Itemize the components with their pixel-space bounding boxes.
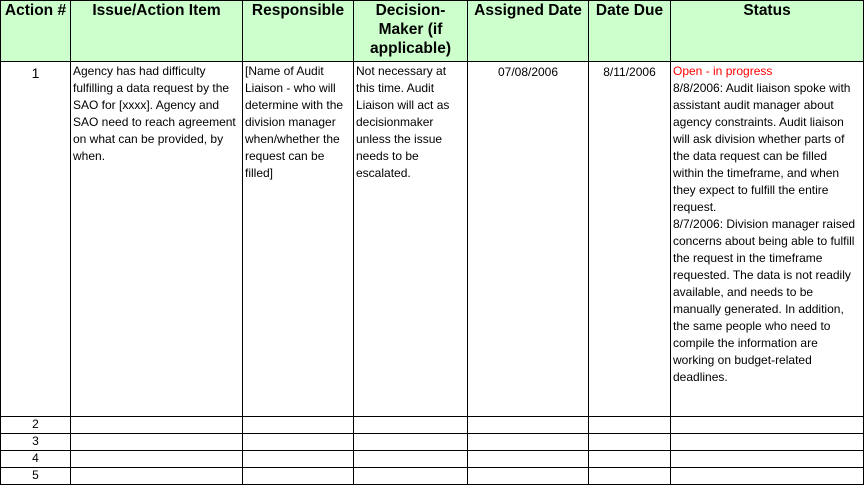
table-row bbox=[1, 417, 864, 434]
status-update: 8/7/2006: Division manager raised concerns about being able to fulfill the request in the timeframe requested. The data is not readily available, and needs to be manually generated. In addition, the same people who need to compile the information are working on budget-related deadlines. bbox=[673, 217, 856, 384]
action-number-cell[interactable]: 1 bbox=[1, 62, 71, 417]
decision-maker-cell[interactable] bbox=[354, 468, 468, 485]
action-number-cell[interactable]: 5 bbox=[1, 468, 71, 485]
action-number-cell[interactable]: 4 bbox=[1, 451, 71, 468]
issue-cell[interactable] bbox=[71, 451, 243, 468]
header-decision-maker: Decision-Maker (if applicable) bbox=[354, 1, 468, 62]
responsible-cell[interactable] bbox=[243, 451, 354, 468]
responsible-cell[interactable]: [Name of Audit Liaison - who will determine with the division manager when/whether the request can be filled] bbox=[243, 62, 354, 417]
decision-maker-cell[interactable] bbox=[354, 434, 468, 451]
status-cell[interactable] bbox=[671, 451, 864, 468]
header-row bbox=[1, 1, 864, 62]
status-state: Open - in progress bbox=[673, 64, 773, 78]
assigned-date-cell[interactable] bbox=[468, 468, 589, 485]
issue-cell[interactable]: Agency has had difficulty fulfilling a data request by the SAO for [xxxx]. Agency and SAO need to reach agreement on what can be provided, by when. bbox=[71, 62, 243, 417]
date-due-cell[interactable] bbox=[589, 417, 671, 434]
date-due-cell[interactable]: 8/11/2006 bbox=[589, 62, 671, 417]
table-row bbox=[1, 468, 864, 485]
date-due-cell[interactable] bbox=[589, 434, 671, 451]
issue-cell[interactable] bbox=[71, 417, 243, 434]
decision-maker-cell[interactable] bbox=[354, 451, 468, 468]
date-due-cell[interactable] bbox=[589, 451, 671, 468]
status-cell[interactable] bbox=[671, 417, 864, 434]
table-row bbox=[1, 451, 864, 468]
table-row bbox=[1, 62, 864, 417]
responsible-cell[interactable] bbox=[243, 468, 354, 485]
header-assigned-date: Assigned Date bbox=[468, 1, 589, 62]
issue-cell[interactable] bbox=[71, 468, 243, 485]
header-status: Status bbox=[671, 1, 864, 62]
action-number-cell[interactable]: 3 bbox=[1, 434, 71, 451]
assigned-date-cell[interactable] bbox=[468, 417, 589, 434]
action-number-cell[interactable]: 2 bbox=[1, 417, 71, 434]
decision-maker-cell[interactable]: Not necessary at this time. Audit Liaison will act as decisionmaker unless the issue needs to be escalated. bbox=[354, 62, 468, 417]
status-update: 8/8/2006: Audit liaison spoke with assistant audit manager about agency constraints. Audit liaison will ask division whether parts of the data request can be filled within the timeframe, and when they expect to fulfill the entire request. bbox=[673, 81, 851, 214]
assigned-date-cell[interactable] bbox=[468, 451, 589, 468]
status-cell[interactable] bbox=[671, 468, 864, 485]
responsible-cell[interactable] bbox=[243, 434, 354, 451]
assigned-date-cell[interactable] bbox=[468, 434, 589, 451]
responsible-cell[interactable] bbox=[243, 417, 354, 434]
header-responsible: Responsible bbox=[243, 1, 354, 62]
header-action-number: Action # bbox=[1, 1, 71, 62]
issue-cell[interactable] bbox=[71, 434, 243, 451]
status-cell[interactable] bbox=[671, 62, 864, 417]
table-row bbox=[1, 434, 864, 451]
status-cell[interactable] bbox=[671, 434, 864, 451]
decision-maker-cell[interactable] bbox=[354, 417, 468, 434]
assigned-date-cell[interactable]: 07/08/2006 bbox=[468, 62, 589, 417]
header-issue: Issue/Action Item bbox=[71, 1, 243, 62]
date-due-cell[interactable] bbox=[589, 468, 671, 485]
header-date-due: Date Due bbox=[589, 1, 671, 62]
